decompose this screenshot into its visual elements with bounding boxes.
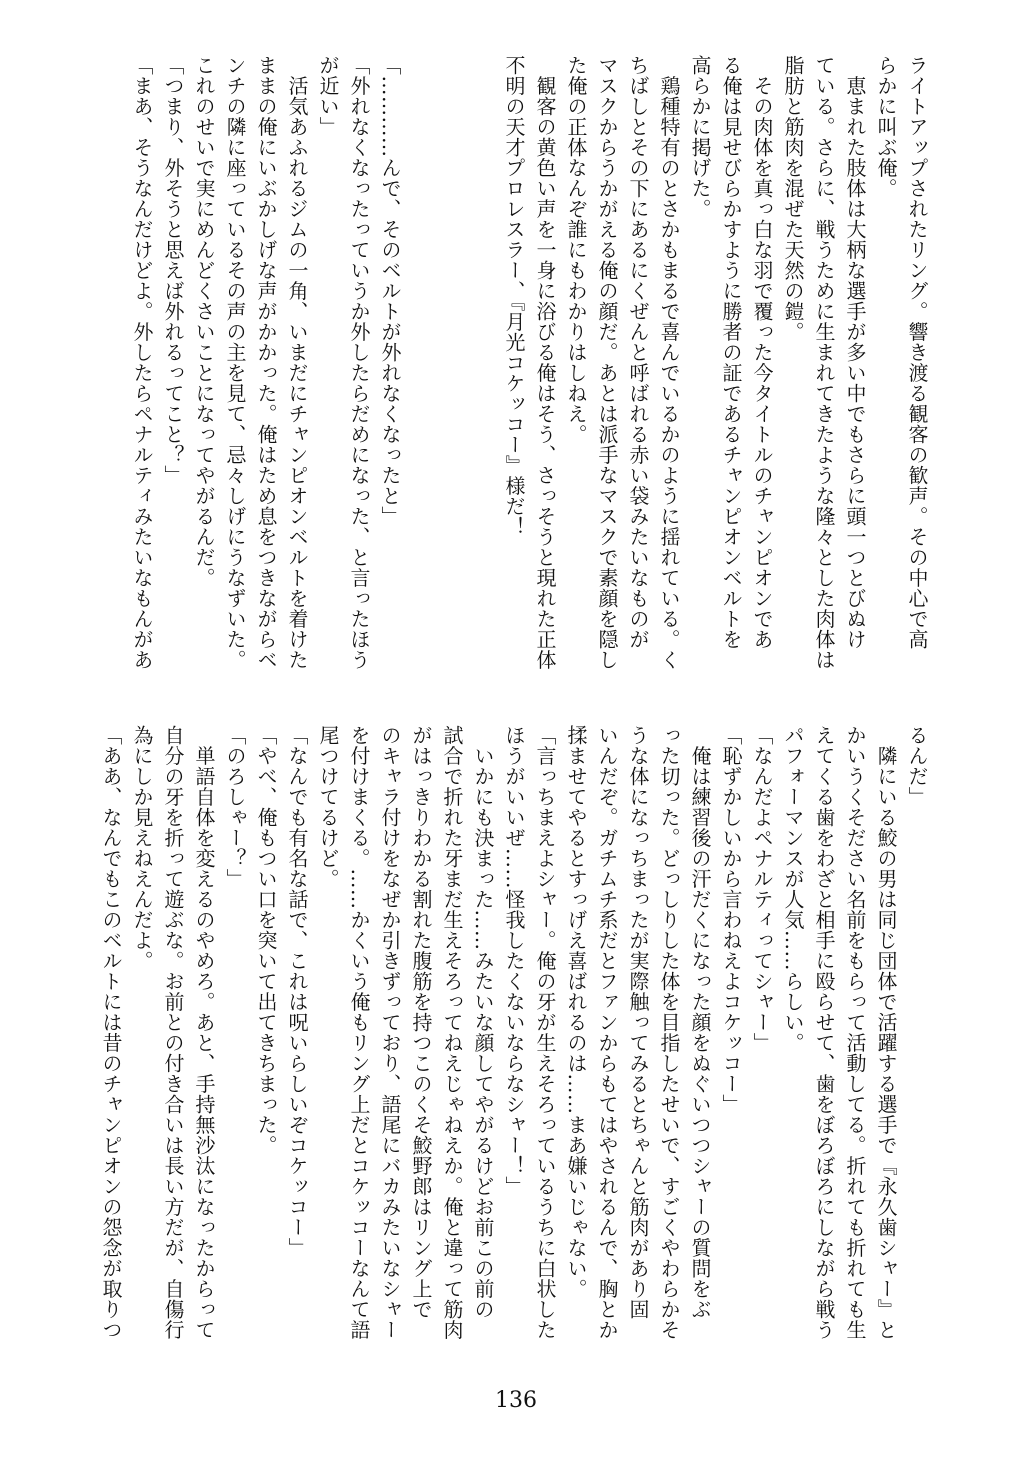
text-line: 「つまり、外そうと思えば外れるってこと？」	[161, 55, 185, 486]
text-line: 高らかに掲げた。	[688, 55, 712, 219]
text-line: ほうがいいぜ……怪我したくないならなシャー！」	[502, 725, 526, 1197]
text-line: る俺は見せびらかすように勝者の証であるチャンピオンベルトを	[719, 55, 743, 650]
text-line: かいうくそださい名前をもらって活動してる。折れても折れても生	[843, 725, 867, 1340]
text-line: えてくる歯をわざと相手に殴らせて、歯をぼろぼろにしながら戦う	[812, 725, 836, 1340]
text-line: った切った。どっしりした体を目指したせいで、すごくやわらかそ	[657, 725, 681, 1340]
text-line: 為にしか見えねえんだよ。	[130, 725, 154, 971]
text-line: うな体になっちまったが実際触ってみるとちゃんと筋肉があり固	[626, 725, 650, 1320]
text-line: ちばしとその下にあるにくぜんと呼ばれる赤い袋みたいなものが	[626, 55, 650, 650]
text-line: らかに叫ぶ俺。	[874, 55, 898, 199]
text-line: 「なんでも有名な話で、これは呪いらしいぞコケッコー」	[285, 725, 309, 1258]
text-line: がはっきりわかる割れた腹筋を持つこのくそ鮫野郎はリング上で	[409, 725, 433, 1320]
text-line: 「なんだよペナルティってシャー」	[750, 725, 774, 1053]
text-line: 鶏種特有のとさかもまるで喜んでいるかのように揺れている。く	[657, 55, 681, 670]
text-line: 「やべ、俺もつい口を突いて出てきちまった。	[254, 725, 278, 1156]
text-line: 「…………んで、そのベルトが外れなくなったと」	[378, 55, 402, 527]
text-line: 脂肪と筋肉を混ぜた天然の鎧。	[781, 55, 805, 342]
page-number: 136	[495, 1388, 537, 1413]
text-line: マスクからうかがえる俺の顔だ。あとは派手なマスクで素顔を隠し	[595, 55, 619, 670]
text-line: 恵まれた肢体は大柄な選手が多い中でもさらに頭一つとびぬけ	[843, 55, 867, 650]
upper-text-block	[126, 55, 932, 695]
text-line: ている。さらに、戦うために生まれてきたような隆々とした肉体は	[812, 55, 836, 670]
text-line: 自分の牙を折って遊ぶな。お前との付き合いは長い方だが、自傷行	[161, 725, 185, 1340]
text-line	[405, 55, 436, 695]
text-line: ンチの隣に座っているその声の主を見て、忌々しげにうなずいた。	[223, 55, 247, 670]
text-line: 「言っちまえよシャー。俺の牙が生えそろっているうちに白状した	[533, 725, 557, 1340]
text-line: 「外れなくなったっていうか外したらだめになった、と言ったほう	[347, 55, 371, 670]
text-line	[436, 55, 467, 695]
text-line: が近い」	[316, 55, 340, 137]
text-line: 観客の黄色い声を一身に浴びる俺はそう、さっそうと現れた正体	[533, 55, 557, 670]
text-line: いかにも決まった……みたいな顔してやがるけどお前この前の	[471, 725, 495, 1320]
text-line	[467, 55, 498, 695]
text-line: ままの俺にいぶかしげな声がかかった。俺はため息をつきながらベ	[254, 55, 278, 670]
text-line: 隣にいる鮫の男は同じ団体で活躍する選手で『永久歯シャー』と	[874, 725, 898, 1340]
text-line: その肉体を真っ白な羽で覆った今タイトルのチャンピオンであ	[750, 55, 774, 650]
lower-text-block	[95, 725, 932, 1365]
text-line: 揉ませてやるとすっげえ喜ばれるのは……まあ嫌いじゃない。	[564, 725, 588, 1299]
text-line: 活気あふれるジムの一角、いまだにチャンピオンベルトを着けた	[285, 55, 309, 670]
text-line: 試合で折れた牙まだ生えそろってねえじゃねえか。俺と違って筋肉	[440, 725, 464, 1340]
text-line: 尾つけてるけど。	[316, 725, 340, 889]
text-line: 単語自体を変えるのやめろ。あと、手持無沙汰になったからって	[192, 725, 216, 1340]
text-line: いんだぞ。ガチムチ系だとファンからもてはやされるんで、胸とか	[595, 725, 619, 1340]
text-line: 「のろしゃー？」	[223, 725, 247, 889]
text-line: これのせいで実にめんどくさいことになってやがるんだ。	[192, 55, 216, 588]
text-line: 「ああ、なんでもこのベルトには昔のチャンピオンの怨念が取りつ	[99, 725, 123, 1340]
text-line: を付けまくる。……かくいう俺もリング上だとコケッコーなんて語	[347, 725, 371, 1340]
text-line: パフォーマンスが人気……らしい。	[781, 725, 805, 1053]
text-line: 「恥ずかしいから言わねえよコケッコー」	[719, 725, 743, 1115]
text-line: のキャラ付けをなぜか引きずっており、語尾にバカみたいなシャー	[378, 725, 402, 1340]
text-line: 「まあ、そうなんだけどよ。外したらペナルティみたいなもんがあ	[130, 55, 154, 670]
text-line: 不明の天才プロレスラー、『月光コケッコー』様だ！	[502, 55, 526, 537]
text-line: た俺の正体なんぞ誰にもわかりはしねえ。	[564, 55, 588, 445]
text-line: るんだ」	[905, 725, 929, 807]
text-line: 俺は練習後の汗だくになった顔をぬぐいつつシャーの質問をぶ	[688, 725, 712, 1320]
text-line: ライトアップされたリング。響き渡る観客の歓声。その中心で高	[905, 55, 929, 650]
